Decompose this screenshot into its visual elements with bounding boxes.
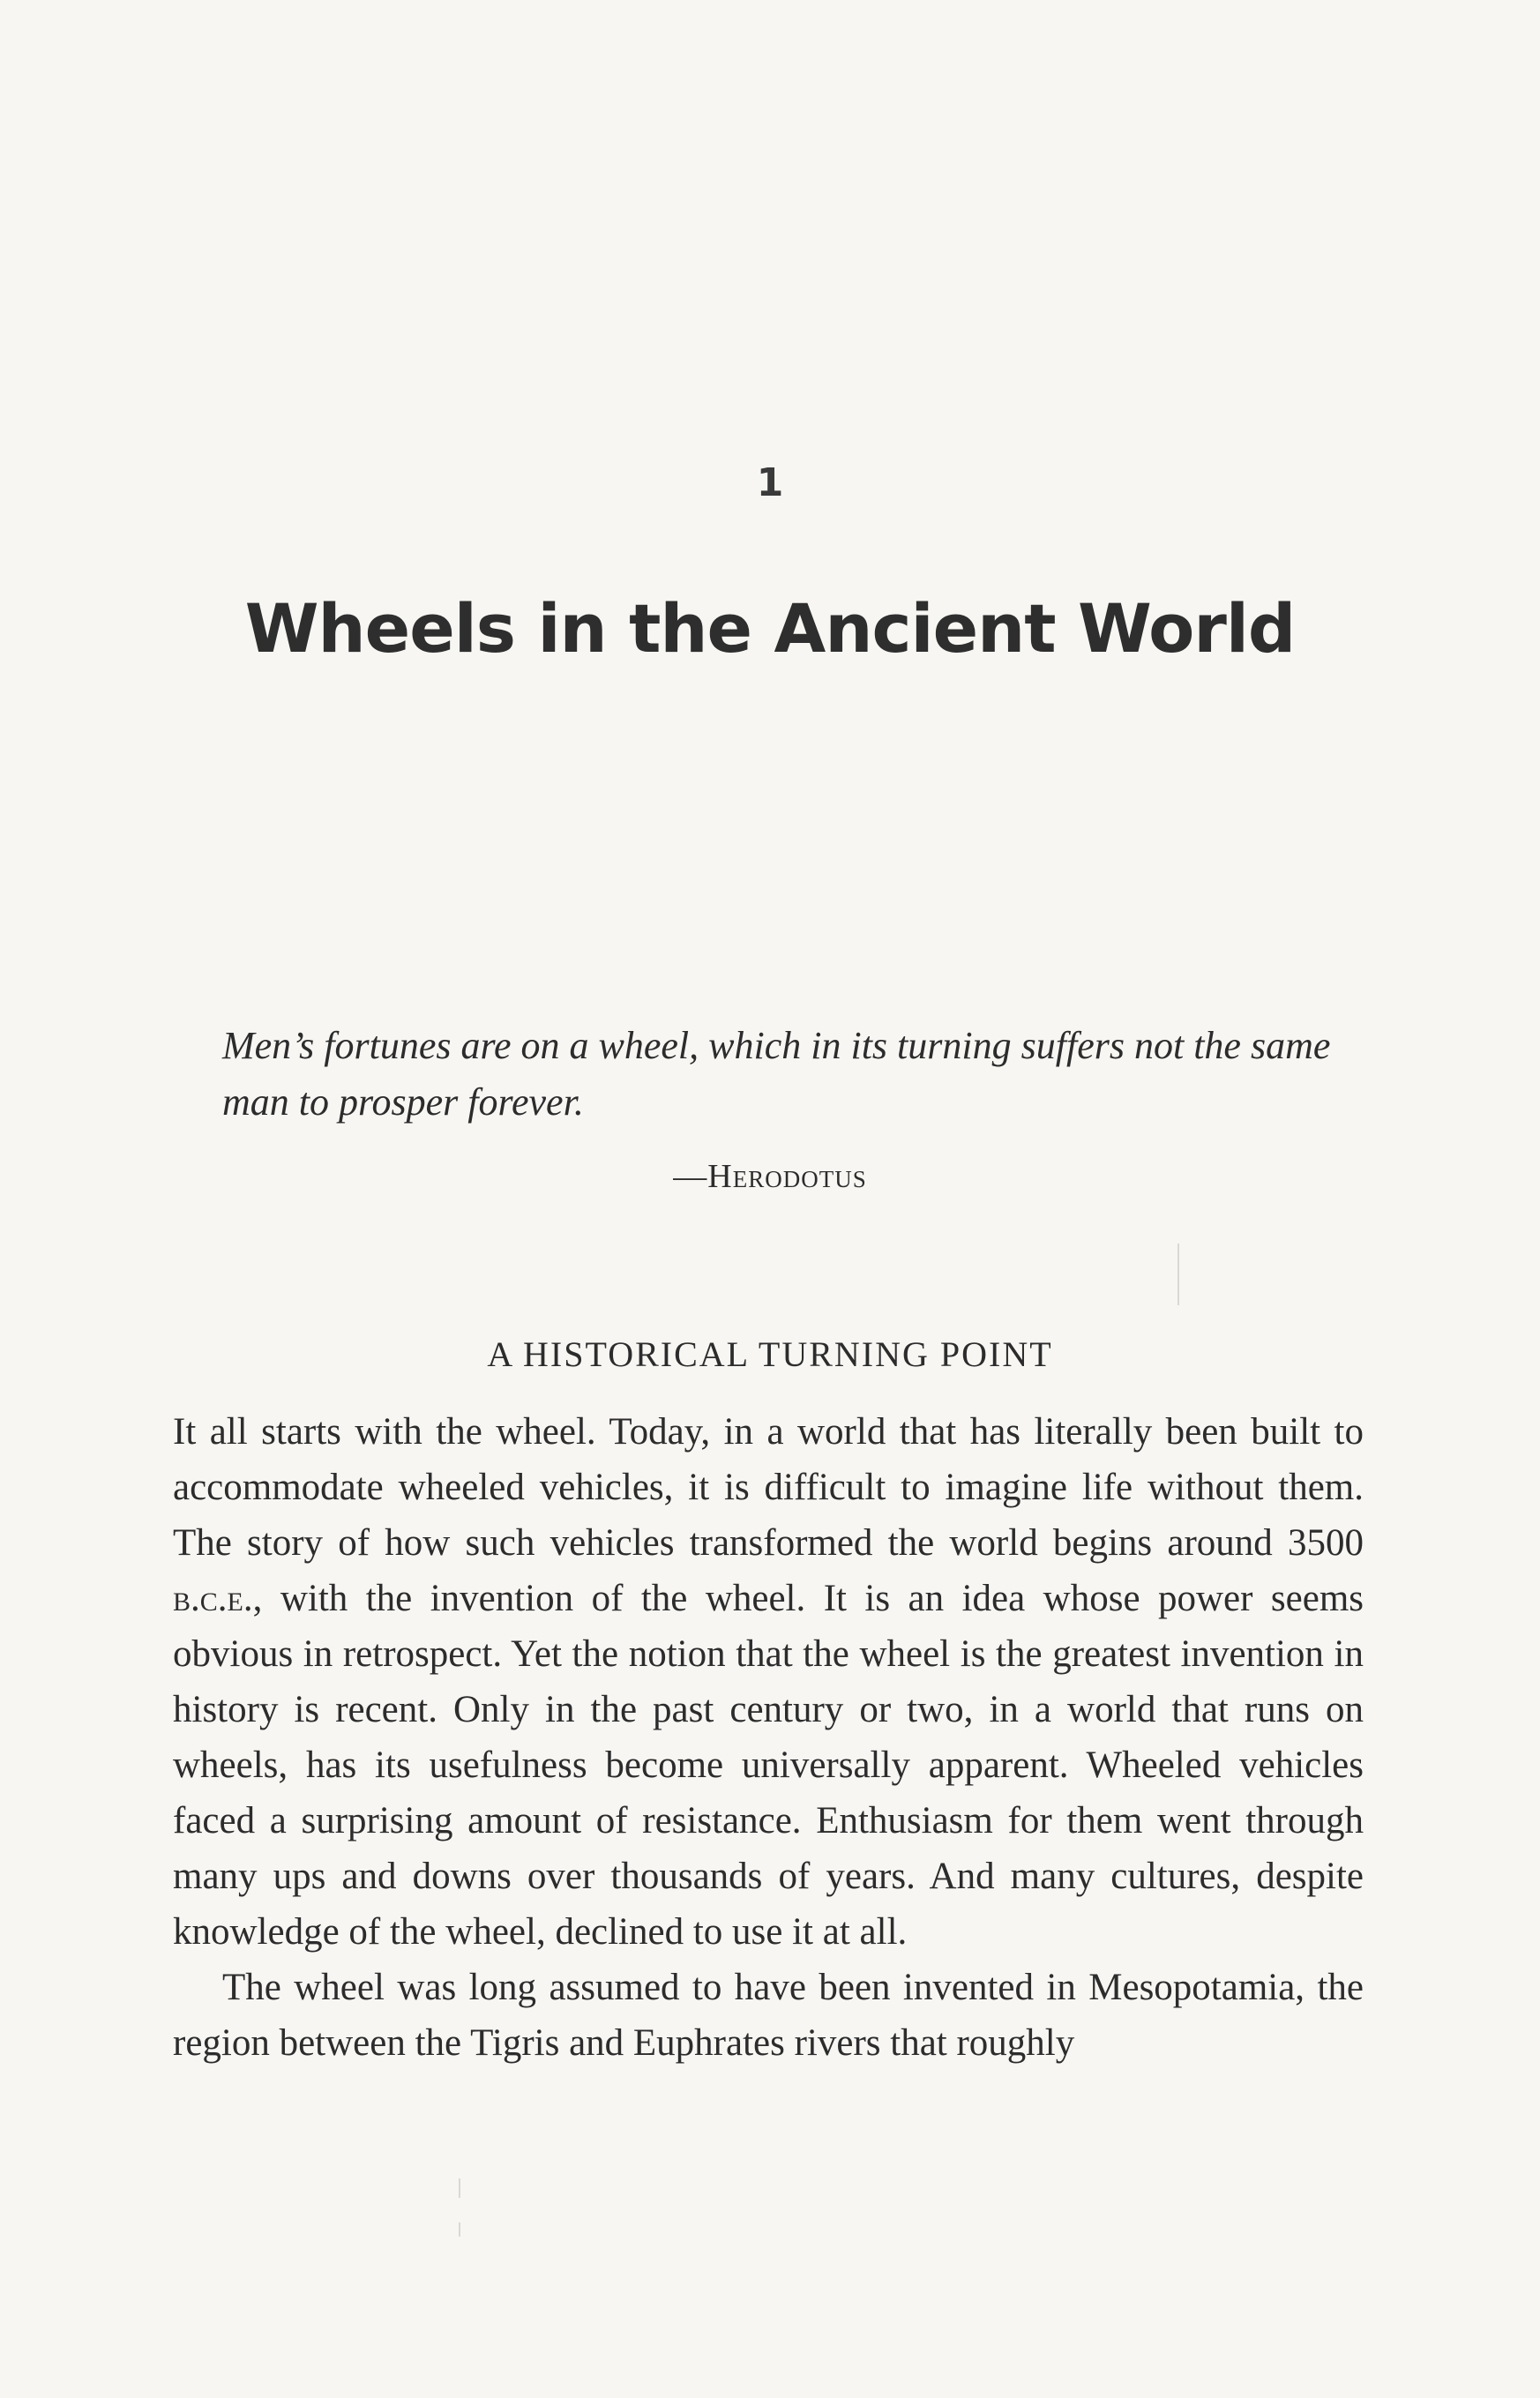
chapter-number: 1 <box>756 460 784 505</box>
era-abbreviation: b.c.e. <box>173 1578 253 1619</box>
paragraph-1 <box>173 1404 1364 1960</box>
body-text <box>173 1404 1364 2071</box>
paragraph-1-text-end: , with the invention of the wheel. It is an idea whose power seems obvious in retrospect. Yet the notion that the wheel is the greatest invention in history is recent. Only in the past century or two, in a world that runs on wheels, has its usefulness become universally apparent. Wheeled vehicles faced a surprising amount of resistance. Enthusiasm for them went through many ups and downs over thousands of years. And many cultures, despite knowledge of the wheel, declined to use it at all. <box>173 1578 1364 1953</box>
chapter-title: Wheels in the Ancient World <box>244 589 1296 668</box>
scan-mark <box>459 2222 460 2237</box>
paragraph-2: The wheel was long assumed to have been invented in Mesopotamia, the region between the Tigris and Euphrates rivers that roughly <box>173 1967 1364 2064</box>
paragraph-1-text-start: It all starts with the wheel. Today, in a world that has literally been built to accommodate wheeled vehicles, it is difficult to imagine life without them. The story of how such vehicles transformed the world begins around 3500 <box>173 1411 1364 1564</box>
scan-mark <box>459 2178 460 2198</box>
epigraph-attribution: —Herodotus <box>673 1158 867 1195</box>
epigraph-quote: Men’s fortunes are on a wheel, which in its turning suffers not the same man to prosper forever. <box>222 1024 1331 1124</box>
scan-mark <box>1177 1244 1179 1305</box>
section-heading: A HISTORICAL TURNING POINT <box>487 1334 1053 1374</box>
